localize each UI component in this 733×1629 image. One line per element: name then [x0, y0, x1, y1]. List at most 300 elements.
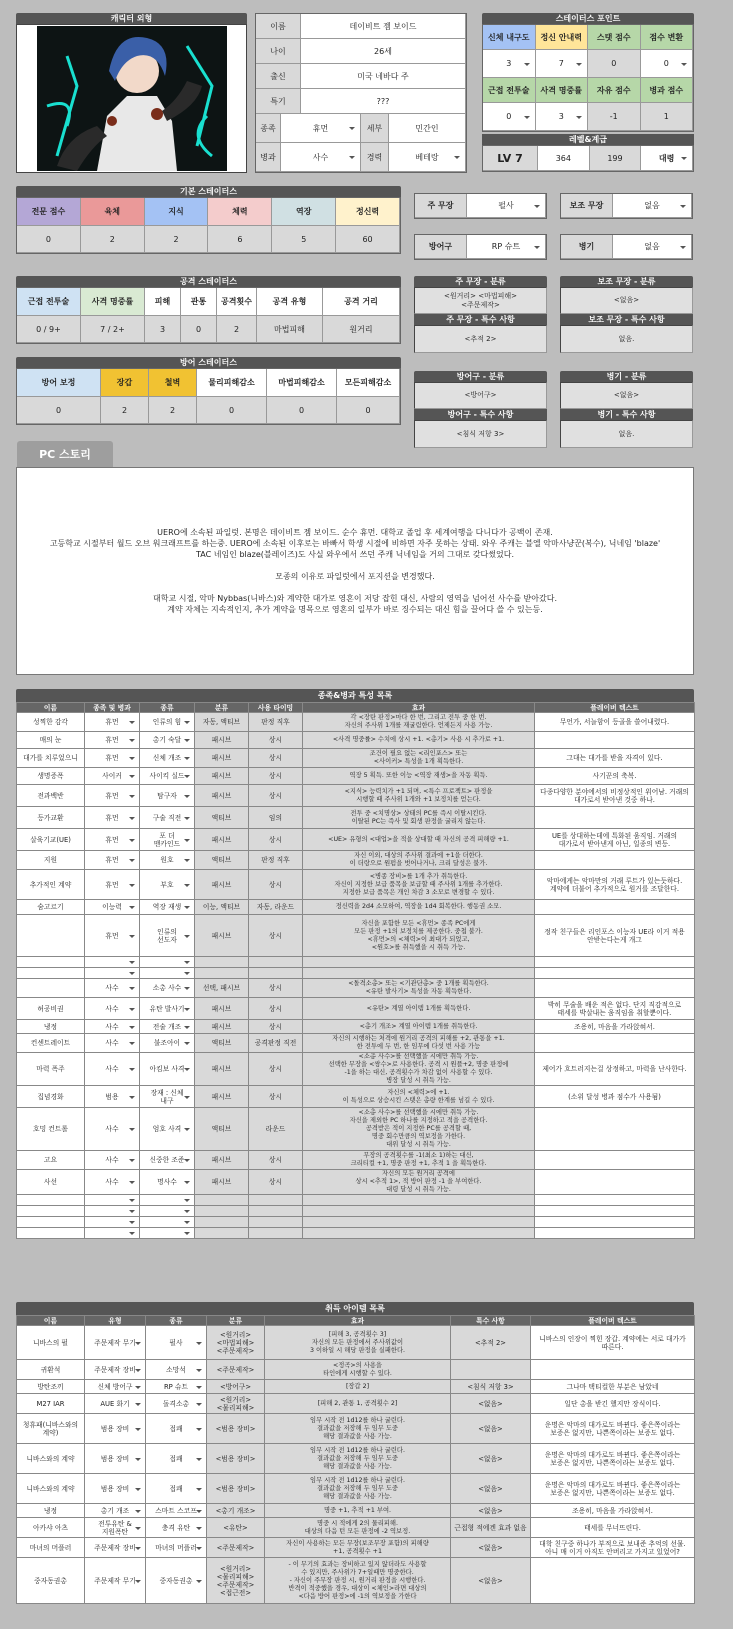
- trait-effect: [303, 1217, 535, 1228]
- trait-flavor: 박히 무술을 배운 적은 없다. 단지 직감적으로 태세를 박살내는 움직임을 취할뿐이다.: [535, 998, 695, 1020]
- item-flavor: 태세를 무너뜨린다.: [531, 1518, 695, 1538]
- item-type-select[interactable]: 범용 장비: [85, 1444, 146, 1474]
- trait-row: [17, 851, 695, 870]
- trait-name: 추가적인 계약: [17, 870, 85, 900]
- trait-name: [17, 1195, 85, 1206]
- trait-category: 패시브: [195, 768, 249, 785]
- item-row: [17, 1504, 695, 1518]
- traits-col-header: 분류: [195, 703, 249, 713]
- item-kind-select[interactable]: 펄사: [146, 1326, 207, 1360]
- item-row: [17, 1394, 695, 1414]
- item-kind-select[interactable]: 돌격소총: [146, 1394, 207, 1414]
- trait-row: [17, 1206, 695, 1217]
- trait-row: [17, 713, 695, 732]
- trait-row: [17, 1053, 695, 1086]
- trait-category: [195, 1206, 249, 1217]
- trait-category: 패시브: [195, 749, 249, 768]
- species-select[interactable]: 휴먼: [281, 114, 361, 143]
- trait-species-select[interactable]: 사수: [85, 1034, 140, 1053]
- trait-kind-select[interactable]: [140, 957, 195, 968]
- trait-kind-select[interactable]: 역장 재생: [140, 900, 195, 915]
- item-type-select[interactable]: 범용 장비: [85, 1474, 146, 1504]
- item-category: <범용 장비>: [207, 1474, 265, 1504]
- trait-kind-select[interactable]: 원호: [140, 851, 195, 870]
- trait-species-select[interactable]: 휴먼: [85, 915, 140, 957]
- trait-timing: 상시: [249, 979, 303, 998]
- trait-category: 패시브: [195, 732, 249, 749]
- def-armor-value: 2: [101, 397, 149, 424]
- trait-species-select[interactable]: 휴먼: [85, 732, 140, 749]
- trait-row: [17, 768, 695, 785]
- items-col-header: 플레이버 텍스트: [531, 1316, 695, 1326]
- trait-name: [17, 957, 85, 968]
- item-type-select[interactable]: 주문제작 무기: [85, 1558, 146, 1604]
- trait-flavor: [535, 1034, 695, 1053]
- trait-species-select[interactable]: [85, 1195, 140, 1206]
- trait-kind-select[interactable]: 전술 개조: [140, 1020, 195, 1034]
- accuracy-select[interactable]: 3: [536, 103, 589, 131]
- trait-kind-select[interactable]: [140, 1195, 195, 1206]
- trait-species-select[interactable]: 휴먼: [85, 807, 140, 829]
- trait-timing: 상시: [249, 1020, 303, 1034]
- sub-class-value: <없음>: [560, 287, 693, 314]
- armor-label: 방어구: [415, 235, 467, 259]
- trait-row: [17, 829, 695, 851]
- main-class-value: <원거리> <마법피해> <주문제작>: [414, 287, 547, 314]
- weapon-special-value: 없음.: [560, 420, 693, 448]
- traits-header-row: [17, 703, 695, 713]
- trait-effect: [303, 1228, 535, 1239]
- trait-flavor: [535, 968, 695, 979]
- item-category: <주문제작>: [207, 1360, 265, 1380]
- item-category: <원거리> <물리피해> <주문제작> <접근전>: [207, 1558, 265, 1604]
- class-score-label: 병과 점수: [641, 78, 694, 103]
- trait-species-select[interactable]: [85, 1228, 140, 1239]
- item-effect: 임무 시작 전 1d12를 하나 굴린다. 결과값을 저장해 두 임무 도중 해당 결과값을 사용 가능.: [265, 1444, 451, 1474]
- attack-stats-panel: [16, 276, 401, 343]
- trait-flavor: 악마에게는 악마만의 거래 루트가 있는듯하다. 계약에 더불어 추가적으로 원거를 조달한다.: [535, 870, 695, 900]
- trait-kind-select[interactable]: 인류의 선도자: [140, 915, 195, 957]
- item-special: <없음>: [451, 1414, 531, 1444]
- status-points-header: 스테이터스 포인트: [482, 13, 694, 24]
- story-panel: [16, 467, 694, 675]
- mental-value: 60: [336, 226, 400, 253]
- trait-row: [17, 979, 695, 998]
- trait-species-select[interactable]: 범용: [85, 1086, 140, 1108]
- rank-select[interactable]: 대령: [641, 146, 693, 171]
- item-type-select[interactable]: AUE 화기: [85, 1394, 146, 1414]
- trait-name: 마력 폭주: [17, 1053, 85, 1086]
- trait-timing: 상시: [249, 1086, 303, 1108]
- trait-flavor: [535, 1217, 695, 1228]
- trait-effect: [303, 957, 535, 968]
- trait-category: 패시브: [195, 829, 249, 851]
- item-flavor: 운명은 악마의 대가로도 바뀐다. 좋은쪽이라는 보증은 없지만, 나쁜쪽이라는 보증도 없다.: [531, 1474, 695, 1504]
- def-bonus-value: 0: [17, 397, 101, 424]
- item-effect: [피해 2, 관통 1, 공격횟수 2]: [265, 1394, 451, 1414]
- trait-species-select[interactable]: 휴먼: [85, 785, 140, 807]
- item-special: <없음>: [451, 1538, 531, 1558]
- trait-row: [17, 1195, 695, 1206]
- trait-category: 패시브: [195, 1151, 249, 1170]
- trait-timing: 상시: [249, 1151, 303, 1170]
- mental-label: 정신력: [336, 198, 400, 226]
- sub-special-header: 보조 무장 - 특수 사항: [560, 314, 693, 325]
- physique-value: 2: [81, 226, 145, 253]
- item-effect: 자신이 사용하는 모든 무장(보조무장 포함)의 피해량 +1, 공격횟수 +1: [265, 1538, 451, 1558]
- item-row: [17, 1444, 695, 1474]
- trait-effect: 자신의 시행하는 처격에 원거리 공격의 피해를 +2, 관통을 +1. 한 전투에 두 번, 한 임무에 다섯 번 사용 가능: [303, 1034, 535, 1053]
- trait-timing: 상시: [249, 915, 303, 957]
- atk-type-label: 공격 유형: [257, 288, 323, 316]
- expertise-value: 0: [17, 226, 81, 253]
- main-weapon-label: 주 무장: [415, 194, 467, 218]
- trait-kind-select[interactable]: 소총 사수: [140, 979, 195, 998]
- item-type-select[interactable]: 주문제작 장비: [85, 1360, 146, 1380]
- trait-flavor: 그대는 대가를 받을 자격이 있다.: [535, 749, 695, 768]
- trait-flavor: [535, 1108, 695, 1151]
- trait-timing: 임의: [249, 807, 303, 829]
- trait-species-select[interactable]: 사수: [85, 1053, 140, 1086]
- item-row: [17, 1558, 695, 1604]
- origin-value[interactable]: 미국 네바다 주: [301, 64, 466, 89]
- armor-special-header: 방어구 - 특수 사항: [414, 409, 547, 420]
- name-label: 이름: [256, 14, 301, 39]
- trait-effect: <총기 개조> 계열 아이템 1개를 취득한다.: [303, 1020, 535, 1034]
- item-flavor: 일단 총을 받긴 했지만 장식이다.: [531, 1394, 695, 1414]
- trait-effect: <병종 장비>를 1개 추가 취득한다. 자신이 지정한 보급 품목을 보급할 때 주사위 1개를 추가한다. 지정한 보급 품목은 개인 차감 3 소모로 변경할 수 있다.: [303, 870, 535, 900]
- items-col-header: 유형: [85, 1316, 146, 1326]
- trait-name: [17, 1206, 85, 1217]
- trait-effect: 자신을 포함한 모든 <휴먼> 종족 PC에게 모든 판정 +1의 보정치를 제공한다. 중첩 불가. <휴먼>의 <체력>이 최대가 되었고, <원호>를 취득했을 시 취득 가능.: [303, 915, 535, 957]
- item-name: 니바스와의 계약: [17, 1474, 85, 1504]
- trait-timing: 상시: [249, 732, 303, 749]
- trait-row: [17, 1228, 695, 1239]
- free-score-value: -1: [588, 103, 641, 131]
- item-kind-select[interactable]: 충격 유탄: [146, 1518, 207, 1538]
- trait-flavor: 정작 친구들은 리인포스 이능자 UE라 이거 적용 안받는다는게 개그: [535, 915, 695, 957]
- trait-effect: [303, 968, 535, 979]
- character-portrait-image: [37, 26, 227, 171]
- trait-name: 전과백반: [17, 785, 85, 807]
- item-kind-select[interactable]: 접쾌: [146, 1444, 207, 1474]
- trait-species-select[interactable]: 휴먼: [85, 829, 140, 851]
- item-name: 아카샤 아츠: [17, 1518, 85, 1538]
- item-type-select[interactable]: 주문제작 장비: [85, 1538, 146, 1558]
- weapon-class-value: <없음>: [560, 382, 693, 409]
- trait-species-select[interactable]: 사수: [85, 1170, 140, 1195]
- trait-kind-select[interactable]: 유탄 발사기: [140, 998, 195, 1020]
- item-kind-select[interactable]: RP 슈트: [146, 1380, 207, 1394]
- atk-count-label: 공격횟수: [217, 288, 257, 316]
- item-type-select[interactable]: 주문제작 무기: [85, 1326, 146, 1360]
- trait-kind-select[interactable]: 탐구자: [140, 785, 195, 807]
- trait-category: 패시브: [195, 1170, 249, 1195]
- trait-species-select[interactable]: 휴먼: [85, 713, 140, 732]
- trait-effect: 무장의 공격횟수를 -1(최소 1)하는 대신, 크리티컬 +1, 명중 판정 +1, 추적 1 을 획득한다.: [303, 1151, 535, 1170]
- trait-category: 패시브: [195, 1020, 249, 1034]
- item-category: <원거리> <물리피해>: [207, 1394, 265, 1414]
- trait-category: 액티브: [195, 1034, 249, 1053]
- traits-col-header: 사용 타이밍: [249, 703, 303, 713]
- item-special: <침식 저항 3>: [451, 1380, 531, 1394]
- item-kind-select[interactable]: 접쾌: [146, 1474, 207, 1504]
- main-special-value: <추적 2>: [414, 325, 547, 353]
- trait-species-select[interactable]: 사수: [85, 1108, 140, 1151]
- sub-weapon-select[interactable]: 없음: [613, 194, 692, 218]
- atk-damage-value: 3: [145, 316, 181, 343]
- item-kind-select[interactable]: 중자동권총: [146, 1558, 207, 1604]
- trait-effect: [303, 1195, 535, 1206]
- mental-endurance-label: 정신 안내력: [536, 25, 589, 50]
- class-label: 병과: [256, 143, 281, 172]
- sub-weapon-label: 보조 무장: [561, 194, 613, 218]
- trait-species-select[interactable]: [85, 968, 140, 979]
- trait-kind-select[interactable]: [140, 1228, 195, 1239]
- trait-kind-select[interactable]: 포 더 맨카인드: [140, 829, 195, 851]
- detail-value[interactable]: 민간인: [389, 114, 466, 143]
- stat-score-label: 스탯 점수: [588, 25, 641, 50]
- melee-label: 근접 전투술: [483, 78, 536, 103]
- trait-category: 패시브: [195, 998, 249, 1020]
- trait-row: [17, 1086, 695, 1108]
- trait-species-select[interactable]: 이능력: [85, 900, 140, 915]
- item-type-select[interactable]: 신체 방어구: [85, 1380, 146, 1394]
- trait-kind-select[interactable]: 아킴보 사격: [140, 1053, 195, 1086]
- item-special: <없음>: [451, 1504, 531, 1518]
- item-flavor: 그나마 택티컬한 부분은 남았네: [531, 1380, 695, 1394]
- trait-timing: 상시: [249, 870, 303, 900]
- trait-timing: 상시: [249, 1170, 303, 1195]
- trait-flavor: [535, 807, 695, 829]
- items-table: [16, 1315, 695, 1604]
- trait-row: [17, 998, 695, 1020]
- traits-header: 종족&병과 특성 목록: [16, 689, 694, 702]
- story-tab[interactable]: PC 스토리: [17, 441, 113, 467]
- trait-category: [195, 1195, 249, 1206]
- items-panel: [16, 1302, 694, 1604]
- def-all-value: 0: [337, 397, 400, 424]
- trait-species-select[interactable]: 사수: [85, 1151, 140, 1170]
- trait-kind-select[interactable]: 사이킥 실드: [140, 768, 195, 785]
- item-category: <범용 장비>: [207, 1444, 265, 1474]
- trait-timing: [249, 1206, 303, 1217]
- atk-melee-value: 0 / 9+: [17, 316, 81, 343]
- trait-flavor: 사기꾼의 축복.: [535, 768, 695, 785]
- detail-label: 세부: [361, 114, 389, 143]
- body-durability-select[interactable]: 3: [483, 50, 536, 78]
- trait-name: 고요: [17, 1151, 85, 1170]
- story-line-3: TAC 네임인 blaze(블레이즈)도 사실 와우에서 쓰던 주캐 닉네임을 거의 그대로 갖다썼었다.: [195, 550, 514, 559]
- forcefield-value: 5: [272, 226, 336, 253]
- trait-species-select[interactable]: [85, 1217, 140, 1228]
- trait-species-select[interactable]: 사수: [85, 998, 140, 1020]
- weapon-special-header: 병기 - 특수 사항: [560, 409, 693, 420]
- trait-kind-select[interactable]: [140, 1217, 195, 1228]
- trait-name: [17, 915, 85, 957]
- item-name: M27 IAR: [17, 1394, 85, 1414]
- class-select[interactable]: 사수: [281, 143, 361, 172]
- trait-effect: 역장 5 획득. 또한 이능 <역장 재생>을 자동 획득.: [303, 768, 535, 785]
- item-name: 중자동권총: [17, 1558, 85, 1604]
- item-flavor: [531, 1558, 695, 1604]
- trait-category: 액티브: [195, 851, 249, 870]
- item-row: [17, 1326, 695, 1360]
- item-special: <없음>: [451, 1474, 531, 1504]
- mental-endurance-select[interactable]: 7: [536, 50, 589, 78]
- item-flavor: 니바스의 인장이 찍힌 장갑. 계약에는 서로 대가가 따른다.: [531, 1326, 695, 1360]
- def-wall-label: 철벽: [149, 369, 197, 397]
- career-select[interactable]: 베테랑: [389, 143, 466, 172]
- trait-row: [17, 1217, 695, 1228]
- age-label: 나이: [256, 39, 301, 64]
- item-flavor: 조용히, 마음을 가라앉혀서.: [531, 1504, 695, 1518]
- trait-kind-select[interactable]: 신체 개조: [140, 749, 195, 768]
- trait-kind-select[interactable]: 총기 숙달: [140, 732, 195, 749]
- trait-effect: <소총 사수>를 선택했을 시에만 취득 가능. 선택한 무장을 <쌍수>로 사용한다. 공격 시 원플+2, 명중 판정에 -1을 하는 대신, 공격횟수가 차감 없이 사용할 수 있다. 병장 달성 시 취득 가능.: [303, 1053, 535, 1086]
- trait-kind-select[interactable]: 장재 : 신체 내구: [140, 1086, 195, 1108]
- trait-name: 살육기교(UE): [17, 829, 85, 851]
- stat-score-value: 0: [588, 50, 641, 78]
- trait-species-select[interactable]: 사수: [85, 979, 140, 998]
- item-kind-select[interactable]: 접쾌: [146, 1414, 207, 1444]
- trait-timing: [249, 968, 303, 979]
- main-weapon-select[interactable]: 펄사: [467, 194, 546, 218]
- trait-flavor: 조용히, 마음을 가라앉혀서.: [535, 1020, 695, 1034]
- trait-kind-select[interactable]: 불조아이: [140, 1034, 195, 1053]
- item-kind-select[interactable]: 스마트 스코프: [146, 1504, 207, 1518]
- atk-pierce-label: 관통: [181, 288, 217, 316]
- item-effect: 명중 +1, 추적 +1 부여.: [265, 1504, 451, 1518]
- trait-kind-select[interactable]: 부호: [140, 870, 195, 900]
- body-durability-label: 신체 내구도: [483, 25, 536, 50]
- trait-timing: 상시: [249, 829, 303, 851]
- trait-species-select[interactable]: 휴먼: [85, 749, 140, 768]
- trait-category: [195, 1217, 249, 1228]
- trait-species-select[interactable]: 사이커: [85, 768, 140, 785]
- trait-kind-select[interactable]: 신중한 조준: [140, 1151, 195, 1170]
- item-type-select[interactable]: 범용 장비: [85, 1414, 146, 1444]
- main-special-header: 주 무장 - 특수 사항: [414, 314, 547, 325]
- score-convert-select[interactable]: 0: [641, 50, 694, 78]
- trait-name: 성찍한 감각: [17, 713, 85, 732]
- trait-flavor: [535, 1206, 695, 1217]
- trait-timing: 공격판정 직전: [249, 1034, 303, 1053]
- trait-row: [17, 915, 695, 957]
- item-row: [17, 1380, 695, 1394]
- trait-name: 지원: [17, 851, 85, 870]
- story-line-5: 대학교 시절, 악마 Nybbas(니바스)와 계약한 대가로 영혼이 저당 잡힌 대신, 사람의 영역을 넘어선 사수를 받아갔다.: [153, 594, 557, 603]
- trait-name: 호밍 컨트롤: [17, 1108, 85, 1151]
- items-col-header: 분류: [207, 1316, 265, 1326]
- trait-kind-select[interactable]: 명사수: [140, 1170, 195, 1195]
- trait-effect: <UE> 유형의 <대업>을 적을 상대할 때 자신의 공격 피해량 +1.: [303, 829, 535, 851]
- weapon-detail: [560, 371, 693, 451]
- class-score-value: 1: [641, 103, 694, 131]
- name-value[interactable]: 데이비트 젬 보이드: [301, 14, 466, 39]
- trait-effect: <사격 명중률> 수치에 상시 +1. <총기> 사용 시 추가로 +1.: [303, 732, 535, 749]
- item-row: [17, 1414, 695, 1444]
- item-type-select[interactable]: 전투유탄 & 지원폭탄: [85, 1518, 146, 1538]
- specialty-value[interactable]: ???: [301, 89, 466, 114]
- weapon-class-header: 병기 - 분류: [560, 371, 693, 382]
- item-special: <없음>: [451, 1558, 531, 1604]
- trait-kind-select[interactable]: 엄호 사격: [140, 1108, 195, 1151]
- item-name: 청휴패(니바스와의 계약): [17, 1414, 85, 1444]
- trait-category: 선택, 패시브: [195, 979, 249, 998]
- item-effect: 임무 시작 전 1d12를 하나 굴린다. 결과값을 저장해 두 임무 도중 해당 결과값을 사용 가능.: [265, 1414, 451, 1444]
- trait-category: [195, 957, 249, 968]
- defense-stats-header: 방어 스테이터스: [16, 357, 401, 368]
- trait-kind-select[interactable]: [140, 968, 195, 979]
- trait-kind-select[interactable]: 인류의 힘: [140, 713, 195, 732]
- weapon-select[interactable]: 없음: [613, 235, 692, 259]
- trait-kind-select[interactable]: [140, 1206, 195, 1217]
- portrait-header: 캐릭터 외형: [16, 13, 247, 24]
- item-category: <원거리> <마법피해> <주문제작>: [207, 1326, 265, 1360]
- def-all-label: 모든피해감소: [337, 369, 400, 397]
- trait-category: 패시브: [195, 1053, 249, 1086]
- trait-flavor: (소위 달성 병과 점수가 사용됨): [535, 1086, 695, 1108]
- status-points-panel: [482, 13, 694, 173]
- trait-species-select[interactable]: 휴먼: [85, 851, 140, 870]
- trait-row: [17, 1108, 695, 1151]
- trait-timing: 자동, 라운드: [249, 900, 303, 915]
- trait-row: [17, 1034, 695, 1053]
- item-kind-select[interactable]: 마녀의 머플러: [146, 1538, 207, 1558]
- item-special: <없음>: [451, 1394, 531, 1414]
- traits-col-header: 종족 및 병과: [85, 703, 140, 713]
- item-row: [17, 1360, 695, 1380]
- trait-species-select[interactable]: 사수: [85, 1020, 140, 1034]
- item-kind-select[interactable]: 소망석: [146, 1360, 207, 1380]
- item-flavor: [531, 1360, 695, 1380]
- story-line-4: 모종의 이유로 파일럿에서 포지션을 변경했다.: [275, 572, 435, 581]
- trait-row: [17, 749, 695, 768]
- trait-row: [17, 1151, 695, 1170]
- trait-name: [17, 979, 85, 998]
- expertise-label: 전문 점수: [17, 198, 81, 226]
- trait-row: [17, 957, 695, 968]
- trait-flavor: 다종다양한 분야에서의 비정상적인 위어남. 거래의 대가로서 받아낸 것중 하나.: [535, 785, 695, 807]
- level-value: LV 7: [483, 146, 538, 171]
- trait-effect: 정신력을 2d4 소모하여, 역장을 1d4 회복한다. 행동권 소모.: [303, 900, 535, 915]
- trait-flavor: 제어가 흐트러지는걸 상정하고, 마력을 난사한다.: [535, 1053, 695, 1086]
- trait-species-select[interactable]: [85, 1206, 140, 1217]
- level-header: 레벨&계급: [482, 134, 694, 145]
- trait-flavor: [535, 732, 695, 749]
- story-line-2: 고등학교 시절부터 월드 오브 워크래프트를 하는중. UERO에 소속된 이후로는 바빠서 학생 시절에 비하면 자주 못하는 상태. 와우 주캐는 블엘 악마사냥꾼(복수), 닉네임 'blaze': [49, 539, 661, 548]
- item-effect: [피해 3, 공격횟수 3] 자신의 모든 판정에서 주사위값이 3 이하일 시 해당 판정을 실패한다.: [265, 1326, 451, 1360]
- item-type-select[interactable]: 총기 개조: [85, 1504, 146, 1518]
- exp-value[interactable]: 364: [538, 146, 590, 171]
- item-category: <방어구>: [207, 1380, 265, 1394]
- trait-species-select[interactable]: 휴먼: [85, 870, 140, 900]
- item-row: [17, 1538, 695, 1558]
- story-line-6: 계약 자체는 지속적인지, 추가 계약을 명목으로 영혼의 일부가 바로 징수되는 대신 힘을 끌어다 쓸 수 있는등.: [167, 605, 543, 614]
- def-wall-value: 2: [149, 397, 197, 424]
- melee-select[interactable]: 0: [483, 103, 536, 131]
- weapon-label: 병기: [561, 235, 613, 259]
- trait-species-select[interactable]: [85, 957, 140, 968]
- age-value[interactable]: 26세: [301, 39, 466, 64]
- armor-select[interactable]: RP 슈트: [467, 235, 546, 259]
- atk-range-value: 원거리: [323, 316, 400, 343]
- armor-special-value: <침식 저항 3>: [414, 420, 547, 448]
- trait-name: 매의 눈: [17, 732, 85, 749]
- trait-effect: <돌격소총> 또는 <기관단총> 중 1개를 획득한다. <유탄 발사기> 특성을 자동 획득한다.: [303, 979, 535, 998]
- trait-kind-select[interactable]: 구술 직전: [140, 807, 195, 829]
